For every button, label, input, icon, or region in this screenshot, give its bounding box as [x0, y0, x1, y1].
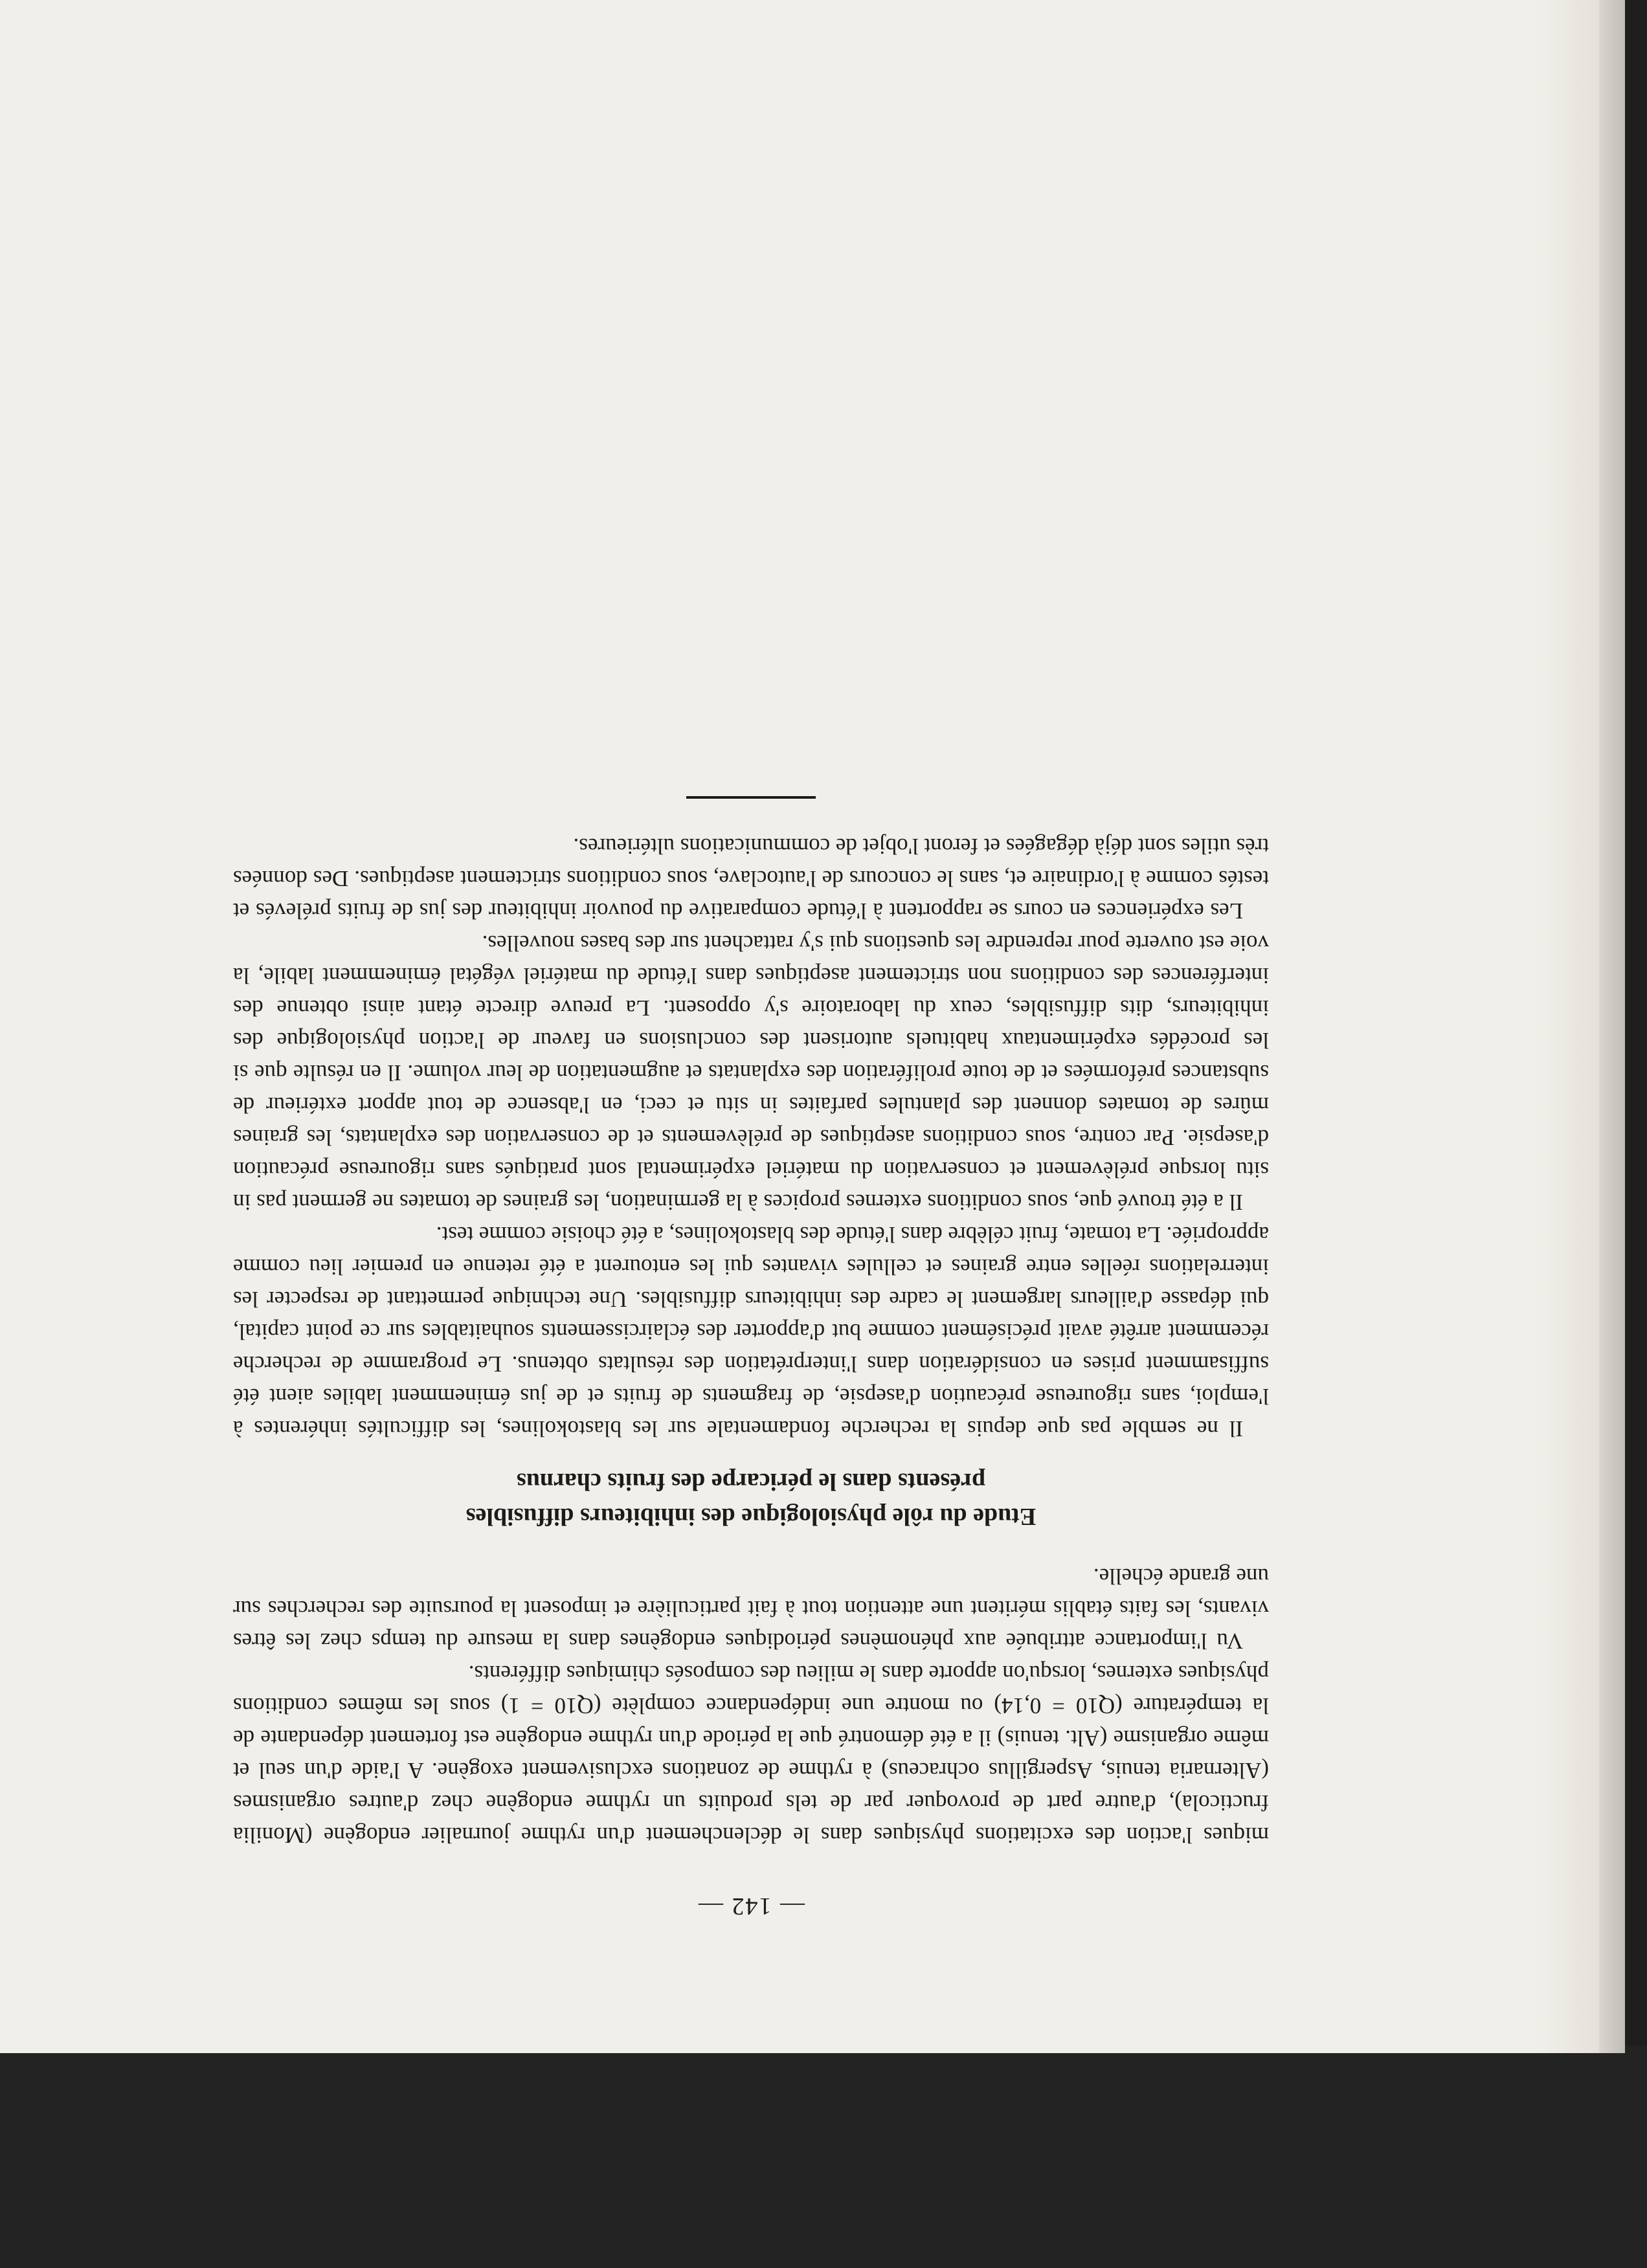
page-edge-shadow: [1599, 0, 1625, 2053]
paragraph: miques l'action des excitations physiques dans le déclenchement d'un rythme journalier endogène (Monilia fructicola), d'autre part de provoquer par de tels produits un rythme endogène chez d'autres organismes (Alternaria tenuis, Aspergillus ochraceus) à rythme de zonations exclusivement exogène. A l'aide d'un seul et même organisme (Alt. tenuis) il a été démontré que la période d'un rythme endogène est fortement dépendante de la température (Q10 = 0,14) ou montre une indépendance complète (Q10 = 1) sous les mêmes conditions physiques externes, lorsqu'on apporte dans le milieu des composés chimiques différents.: [233, 1661, 1269, 1848]
section-heading: [233, 1464, 1269, 1534]
paragraph: Les expériences en cours se rapportent à l'étude comparative du pouvoir inhibiteur des jus de fruits prélevés et testés comme à l'ordinaire et, sans le concours de l'autoclave, sous conditions strictement aseptiques. Des données très utiles sont déjà dégagées et feront l'objet de communications ultérieures.: [233, 834, 1269, 924]
paragraph: Il a été trouvé que, sous conditions externes propices à la germination, les graines de tomates ne germent pas in situ lorsque prélèvement et conservation du matériel expérimental sont pratiqués sans rigoureuse précaution d'asepsie. Par contre, sous conditions aseptiques de prélèvements et de conservation des explantats, les graines mûres de tomates donnent des plantules parfaites in situ et ceci, en l'absence de tout apport extérieur de substances préformées et de toute prolifération des explantats et augmentation de leur volume. Il en résulte que si les procédés expérimentaux habituels autorisent des conclusions en faveur de l'action physiologique des inhibiteurs, dits diffusibles, ceux du laboratoire s'y opposent. La preuve directe étant ainsi obtenue des interférences des conditions non strictement aseptiques dans l'étude du matériel végétal éminemment labile, la voie est ouverte pour reprendre les questions qui s'y rattachent sur des bases nouvelles.: [233, 931, 1269, 1215]
page-gutter: [1541, 0, 1599, 2053]
paragraph: Vu l'importance attribuée aux phénomènes périodiques endogènes dans la mesure du temps chez les êtres vivants, les faits établis méritent une attention tout à fait particulière et imposent la poursuite des recherches sur une grande échelle.: [233, 1564, 1269, 1654]
section-heading-line: présents dans le péricarpe des fruits charnus: [516, 1468, 986, 1495]
section-heading-line: Etude du rôle physiologique des inhibiteurs diffusibles: [465, 1503, 1036, 1530]
scanner-background: [0, 2045, 1647, 2268]
rotated-text-block: [233, 239, 1269, 1922]
page-number: — 142 —: [697, 1893, 805, 1920]
section-divider: [686, 796, 816, 799]
paragraph: Il ne semble pas que depuis la recherche fondamentale sur les blastokolines, les difficultés inhérentes à l'emploi, sans rigoureuse précaution d'asepsie, de fragments de fruits et de jus éminemment labiles aient été suffisamment prises en considération dans l'interprétation des résultats obtenus. Le programme de recherche récemment arrêté avait précisément comme but d'apporter des éclaircissements souhaitables sur ce point capital, qui dépasse d'ailleurs largement le cadre des inhibiteurs diffusibles. Une technique permettant de respecter les interrelations réelles entre graines et cellules vivantes qui les entourent a été retenue en premier lieu comme appropriée. La tomate, fruit célèbre dans l'étude des blastokolines, a été choisie comme test.: [233, 1222, 1269, 1441]
